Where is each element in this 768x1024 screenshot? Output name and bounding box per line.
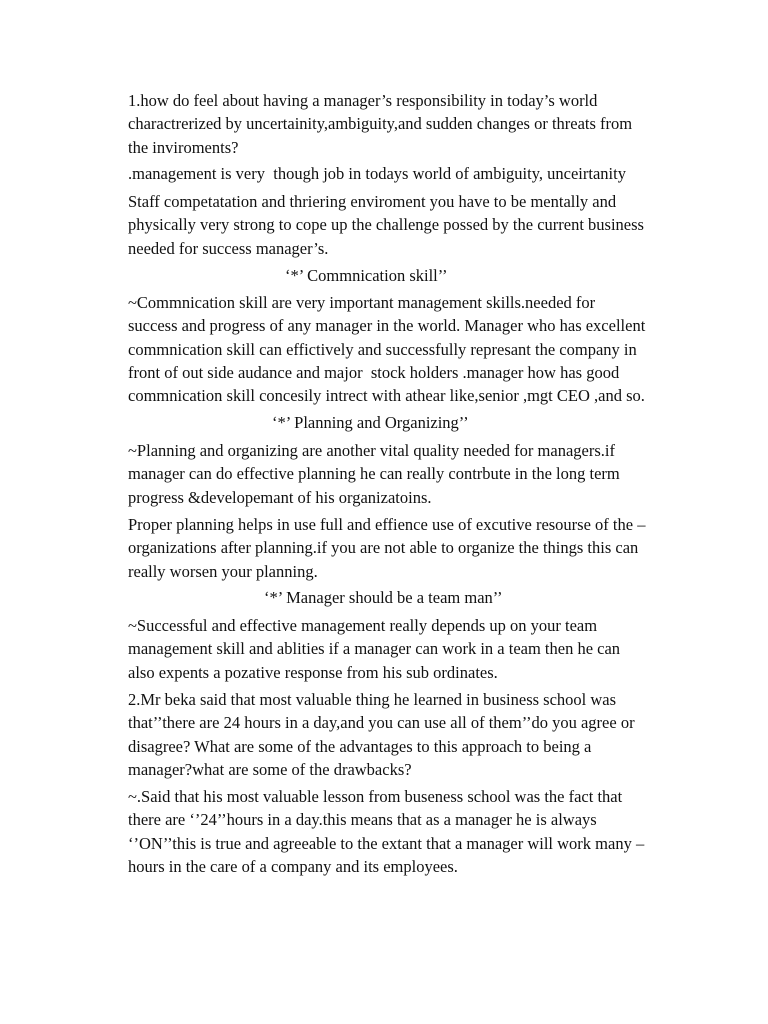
text-line: organizations after planning.if you are not able to organize the things this can	[128, 538, 639, 558]
text-line: success and progress of any manager in the world. Manager who has excellent	[128, 316, 646, 336]
answer-1-body	[128, 190, 728, 260]
text-line: manager can do effective planning he can really contrbute in the long term	[128, 464, 620, 484]
text-line: ~Commnication skill are very important management skills.needed for	[128, 293, 596, 312]
question-1	[128, 89, 728, 159]
section-heading-communication: ‘*’ Commnication skill’’	[285, 266, 448, 285]
text-line: charactrerized by uncertainity,ambiguity,and sudden changes or threats from	[128, 114, 633, 134]
section-paragraph-communication	[128, 291, 728, 407]
text-line: physically very strong to cope up the challenge possed by the current business	[128, 215, 644, 235]
text-line: really worsen your planning.	[128, 561, 318, 581]
text-line: ~.Said that his most valuable lesson from buseness school was the fact that	[128, 787, 623, 806]
text-line: ‘’ON’’this is true and agreeable to the extant that a manager will work many –	[128, 833, 645, 853]
text-line: front of out side audance and major stock holders .manager how has good	[128, 362, 620, 382]
text-line: the inviroments?	[128, 137, 239, 157]
text-line: commnication skill concesily intrect with athear like,senior ,mgt CEO ,and so.	[128, 386, 645, 406]
section-heading-team: ‘*’ Manager should be a team man’’	[264, 588, 503, 607]
text-line: .management is very though job in todays world of ambiguity, unceirtanity	[128, 164, 626, 183]
text-line: 1.how do feel about having a manager’s responsibility in today’s world	[128, 91, 598, 110]
section-paragraph-team	[128, 614, 728, 684]
text-line: Proper planning helps in use full and effience use of excutive resourse of the –	[128, 515, 646, 534]
answer-2	[128, 785, 728, 878]
text-line: also expents a pozative response from his sub ordinates.	[128, 662, 498, 682]
text-line: manager?what are some of the drawbacks?	[128, 759, 412, 779]
section-paragraph-planning-1	[128, 439, 728, 509]
text-line: that’’there are 24 hours in a day,and you can use all of them’’do you agree or	[128, 713, 635, 733]
text-line: 2.Mr beka said that most valuable thing he learned in business school was	[128, 690, 617, 709]
section-paragraph-planning-2	[128, 513, 728, 583]
text-line: there are ‘’24’’hours in a day.this means that as a manager he is always	[128, 810, 597, 830]
text-line: needed for success manager’s.	[128, 238, 329, 258]
text-line: hours in the care of a company and its employees.	[128, 856, 458, 876]
answer-1-intro	[128, 162, 728, 185]
text-line: progress &developemant of his organizatoins.	[128, 487, 432, 507]
text-line: ~Planning and organizing are another vital quality needed for managers.if	[128, 441, 615, 460]
text-line: commnication skill can effictively and successfully represant the company in	[128, 339, 637, 359]
text-line: ~Successful and effective management really depends up on your team	[128, 616, 598, 635]
question-2	[128, 688, 728, 781]
text-line: disagree? What are some of the advantages to this approach to being a	[128, 736, 592, 756]
text-line: Staff competatation and thriering enviroment you have to be mentally and	[128, 192, 617, 211]
text-line: management skill and ablities if a manager can work in a team then he can	[128, 639, 621, 659]
section-heading-planning: ‘*’ Planning and Organizing’’	[272, 413, 469, 432]
